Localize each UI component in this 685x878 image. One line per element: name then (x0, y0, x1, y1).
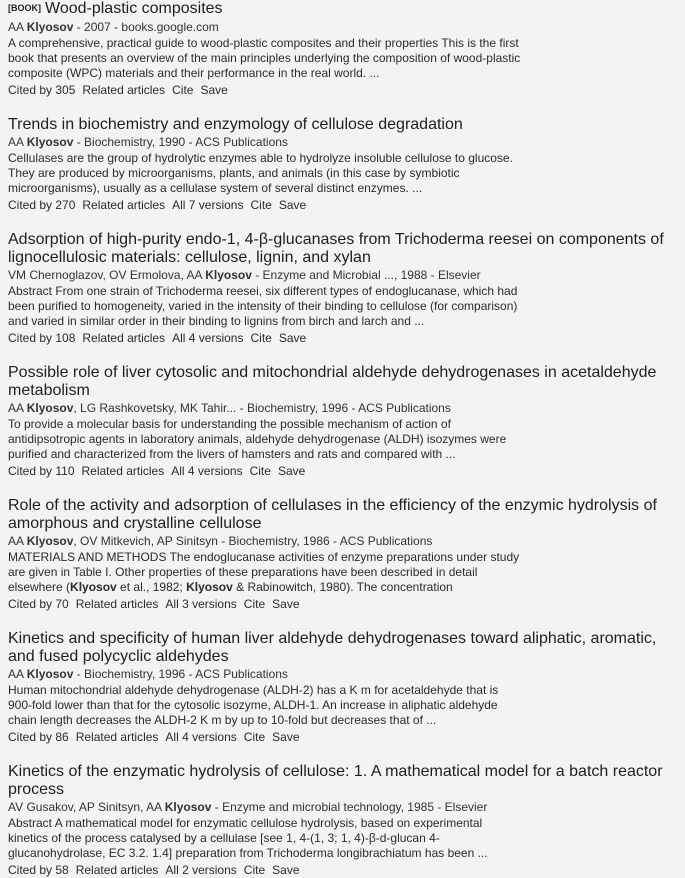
result-item (8, 497, 679, 612)
result-snippet: MATERIALS AND METHODS The endoglucanase activities of enzyme preparations under study are given in Table I. Other properties of these preparations have been described in detail elsewhere (Klyosov et al., 1982; Klyosov & Rabinowitch, 1980). The concentration (8, 550, 520, 594)
all-versions-link[interactable]: All 4 versions (172, 331, 244, 345)
related-articles-link[interactable]: Related articles (75, 730, 159, 744)
related-articles-link[interactable]: Related articles (82, 331, 166, 345)
all-versions-link[interactable]: All 7 versions (172, 198, 244, 212)
cite-link[interactable]: Cite (250, 331, 272, 345)
result-item (8, 0, 679, 98)
result-actions (8, 730, 679, 745)
result-authors: AA Klyosov - Biochemistry, 1990 - ACS Publications (8, 135, 288, 149)
result-actions (8, 83, 679, 98)
related-articles-link[interactable]: Related articles (82, 198, 166, 212)
author-highlight: Klyosov (164, 800, 212, 814)
result-actions (8, 198, 679, 213)
result-title[interactable]: Kinetics of the enzymatic hydrolysis of cellulose: 1. A mathematical model for a batch reactor process (8, 763, 663, 798)
cited-by-link[interactable]: Cited by 58 (8, 863, 69, 877)
related-articles-link[interactable]: Related articles (75, 597, 159, 611)
result-title[interactable]: Possible role of liver cytosolic and mitochondrial aldehyde dehydrogenases in acetaldehyde metabolism (8, 364, 657, 399)
cited-by-link[interactable]: Cited by 86 (8, 730, 69, 744)
result-title[interactable]: Role of the activity and adsorption of cellulases in the efficiency of the enzymic hydrolysis of amorphous and crystalline cellulose (8, 497, 657, 532)
result-item (8, 763, 679, 878)
author-highlight: Klyosov (186, 580, 233, 594)
cited-by-link[interactable]: Cited by 270 (8, 198, 76, 212)
result-authors: AV Gusakov, AP Sinitsyn, AA Klyosov - Enzyme and microbial technology, 1985 - Elsevier (8, 800, 488, 814)
all-versions-link[interactable]: All 3 versions (165, 597, 237, 611)
result-snippet: Abstract A mathematical model for enzymatic cellulose hydrolysis, based on experimental kinetics of the process catalysed by a cellulase [see 1, 4-(1, 3; 1, 4)-β-d-glucan 4-glucanohydrolase, EC 3.2. 1.4] preparation from Trichoderma longibrachiatum has been ... (8, 816, 488, 860)
result-title[interactable]: Trends in biochemistry and enzymology of cellulose degradation (8, 116, 463, 133)
save-link[interactable]: Save (277, 464, 306, 478)
result-actions (8, 331, 679, 346)
result-authors: AA Klyosov - 2007 - books.google.com (8, 20, 219, 34)
result-authors: AA Klyosov - Biochemistry, 1996 - ACS Publications (8, 667, 288, 681)
result-item (8, 630, 679, 745)
cited-by-link[interactable]: Cited by 305 (8, 83, 76, 97)
save-link[interactable]: Save (278, 331, 307, 345)
result-authors: AA Klyosov, LG Rashkovetsky, MK Tahir... - Biochemistry, 1996 - ACS Publications (8, 401, 451, 415)
result-item (8, 364, 679, 479)
result-snippet: Cellulases are the group of hydrolytic enzymes able to hydrolyze insoluble cellulose to glucose. They are produced by microorganisms, plants, and animals (in this case by symbiotic microorganisms), usually as a cellulase system of several distinct enzymes. ... (8, 151, 513, 195)
author-highlight: Klyosov (70, 580, 117, 594)
result-snippet: To provide a molecular basis for understanding the possible mechanism of action of antidipsotropic agents in laboratory animals, aldehyde dehydrogenase (ALDH) isozymes were purified and characterized from the livers of hamsters and rats and compared with ... (8, 417, 507, 461)
cited-by-link[interactable]: Cited by 110 (8, 464, 75, 478)
result-authors: VM Chernoglazov, OV Ermolova, AA Klyosov - Enzyme and Microbial ..., 1988 - Elsevier (8, 268, 481, 282)
author-highlight: Klyosov (26, 20, 74, 34)
result-item (8, 116, 679, 213)
cite-link[interactable]: Cite (250, 198, 272, 212)
author-highlight: Klyosov (26, 534, 74, 548)
save-link[interactable]: Save (200, 83, 228, 97)
all-versions-link[interactable]: All 4 versions (171, 464, 243, 478)
cite-link[interactable]: Cite (243, 597, 266, 611)
author-highlight: Klyosov (26, 135, 74, 149)
all-versions-link[interactable]: All 4 versions (165, 730, 237, 744)
author-highlight: Klyosov (205, 268, 252, 282)
cite-link[interactable]: Cite (243, 730, 266, 744)
result-title[interactable]: Adsorption of high-purity endo-1, 4-β-glucanases from Trichoderma reesei on components of lignocellulosic materials: cellulose, lignin, and xylan (8, 231, 664, 266)
result-title[interactable] (8, 0, 679, 19)
all-versions-link[interactable]: All 2 versions (165, 863, 237, 877)
cite-link[interactable]: Cite (243, 863, 266, 877)
result-snippet: Abstract From one strain of Trichoderma reesei, six different types of endoglucanase, which had been purified to homogeneity, varied in the intensity of their binding to cellulose (for comparison) and varied in similar order in their binding to lignins from birch and larch and ... (8, 284, 518, 328)
save-link[interactable]: Save (272, 863, 300, 877)
result-title-text[interactable]: Wood-plastic composites (45, 0, 223, 17)
save-link[interactable]: Save (272, 597, 300, 611)
book-tag: [BOOK] (8, 3, 41, 13)
save-link[interactable]: Save (272, 730, 300, 744)
result-actions (8, 464, 679, 479)
author-highlight: Klyosov (26, 667, 74, 681)
cite-link[interactable]: Cite (249, 464, 271, 478)
result-actions (8, 597, 679, 612)
result-actions (8, 863, 679, 878)
cited-by-link[interactable]: Cited by 108 (8, 331, 76, 345)
result-item (8, 231, 679, 346)
result-snippet: Human mitochondrial aldehyde dehydrogenase (ALDH-2) has a K m for acetaldehyde that is 900-fold lower than that for the cytosolic isozyme, ALDH-1. An increase in aliphatic aldehyde chain length decreases the ALDH-2 K m by up to 10-fold but decreases that of ... (8, 683, 499, 727)
author-highlight: Klyosov (26, 401, 74, 415)
result-snippet: A comprehensive, practical guide to wood-plastic composites and their properties This is the first book that presents an overview of the main principles underlying the composition of wood-plastic composite (WPC) materials and their performance in the real world. ... (8, 36, 521, 80)
related-articles-link[interactable]: Related articles (82, 83, 166, 97)
result-title[interactable]: Kinetics and specificity of human liver aldehyde dehydrogenases toward aliphatic, aromatic, and fused polycyclic aldehydes (8, 630, 657, 665)
related-articles-link[interactable]: Related articles (81, 464, 165, 478)
save-link[interactable]: Save (278, 198, 307, 212)
cite-link[interactable]: Cite (172, 83, 194, 97)
cited-by-link[interactable]: Cited by 70 (8, 597, 69, 611)
result-authors: AA Klyosov, OV Mitkevich, AP Sinitsyn - Biochemistry, 1986 - ACS Publications (8, 534, 433, 548)
related-articles-link[interactable]: Related articles (75, 863, 159, 877)
